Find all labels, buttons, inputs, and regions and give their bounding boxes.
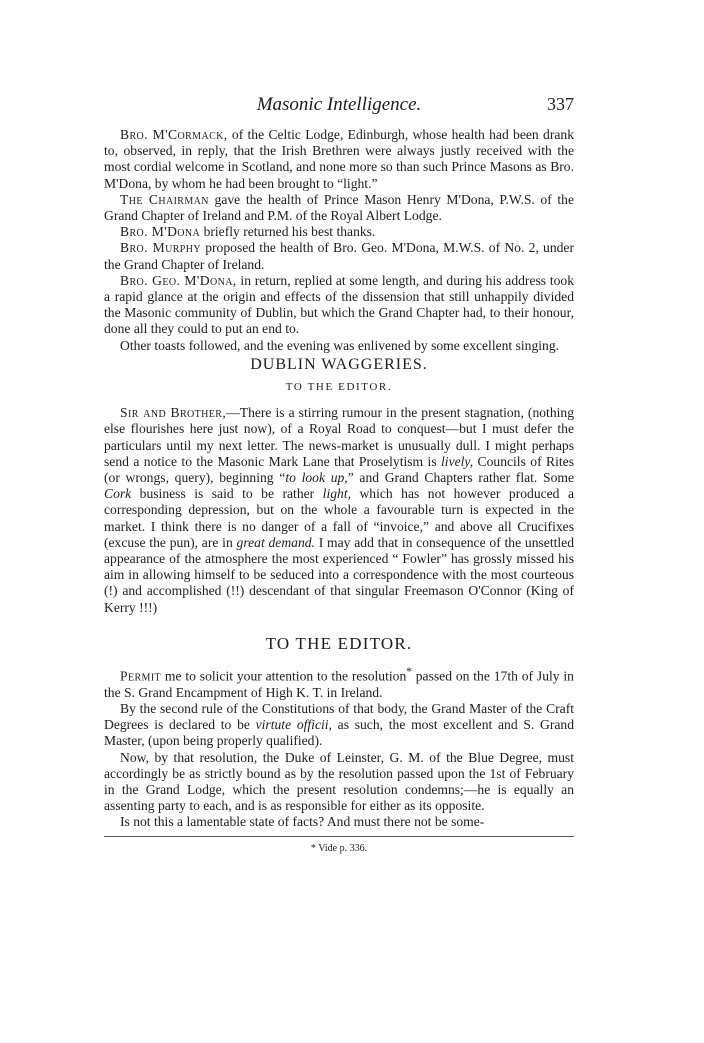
paragraph-text: passed on the 17th of July in the S. Grand Encampment of High K. T. in Ireland. <box>104 668 574 700</box>
footnote: * Vide p. 336. <box>310 842 368 854</box>
speaker-name: Bro. Geo. M'Dona, <box>120 272 237 288</box>
text-run: By the second rule of the Constitutions of that body, the Grand Master of the Craft Degrees is declared to be <box>104 701 574 733</box>
paragraph <box>104 273 574 338</box>
letter-paragraph <box>104 405 574 616</box>
text-run: —There is a stirring rumour in the present stagnation, (nothing else flourishes here just now), of a Royal Road to conquest—but I must defer the particulars until my next letter. The news-market is unusually dull. I might perhaps send a notice to the Masonic Mark Lane that Proselytism is <box>104 405 574 469</box>
speaker-name: Bro. M'Cormack, <box>120 127 228 142</box>
italic-phrase: Cork <box>104 486 132 502</box>
italic-phrase: to look up, <box>285 470 348 486</box>
page-body <box>104 127 574 857</box>
italic-phrase: light, <box>322 486 351 502</box>
text-run: business is said to be rather <box>131 486 323 502</box>
paragraph <box>104 127 574 192</box>
paragraph-text: Other toasts followed, and the evening was enlivened by some excellent singing. <box>120 337 560 353</box>
italic-phrase: lively, <box>441 453 474 469</box>
paragraph-text: gave the health of Prince Mason Henry M'Dona, P.W.S. of the Grand Chapter of Ireland and P.M. of the Royal Albert Lodge. <box>104 191 574 224</box>
paragraph-text: briefly returned his best thanks. <box>200 224 376 240</box>
italic-phrase: great demand. <box>236 534 315 550</box>
page-header <box>104 94 574 118</box>
text-run: ” and Grand Chapters rather flat. Some <box>347 470 574 486</box>
speaker-name: Bro. Murphy <box>120 240 201 256</box>
paragraph-text: of the Celtic Lodge, Edinburgh, whose health had been drank to, observed, in reply, that the Irish Brethren were always justly received with the most cordial welcome in Scotland, and none more so than such Prince Masons as Bro. M'Dona, by whom he had been brought to “light.” <box>104 127 574 191</box>
paragraph <box>104 224 574 240</box>
paragraph <box>104 338 574 354</box>
speaker-name: The Chairman <box>120 191 209 207</box>
italic-phrase: virtute officii, <box>255 717 332 733</box>
running-title: Masonic Intelligence. <box>256 94 422 115</box>
paragraph-text: me to solicit your attention to the resolution <box>161 668 407 684</box>
salutation: Sir and Brother, <box>120 405 227 421</box>
text-run: as such, the most excellent and S. Grand Master, (upon being properly qualified). <box>104 717 574 749</box>
paragraph <box>104 664 574 701</box>
page-number: 337 <box>547 94 574 114</box>
text-run: I may add that in consequence of the unsettled appearance of the atmosphere the most experienced “ Fowler” has grossly missed his aim in allowing himself to be seduced into a correspondence with the most courteous (!) and accomplished (!!) descendant of that singular Freemason O'Connor (King of Kerry !!!) <box>104 534 574 615</box>
paragraph: Is not this a lamentable state of facts? And must there not be some- <box>120 814 485 830</box>
speaker-name: Bro. M'Dona <box>120 224 201 240</box>
paragraph <box>104 240 574 272</box>
paragraph <box>104 701 574 750</box>
footnote-rule <box>104 836 574 837</box>
section-heading-dublin-waggeries: DUBLIN WAGGERIES. <box>250 355 428 373</box>
paragraph <box>104 192 574 224</box>
text-run: Councils of Rites (or wrongs, query), beginning “ <box>104 453 574 486</box>
text-run: which has not however produced a corresponding depression, but on the whole a favourable turn is expected in the market. I think there is no danger of a fall of “invoice,” and above all Crucifixes (excuse the pun), are in <box>104 486 574 550</box>
paragraph: Now, by that resolution, the Duke of Leinster, G. M. of the Blue Degree, must accordingly be as strictly bound as by the resolution passed upon the 1st of February in the Grand Lodge, which the present resolution condemns;—he is equally an assenting party to each, and is as responsible for either as its opposite. <box>104 749 574 814</box>
section-heading-to-the-editor: TO THE EDITOR. <box>265 633 413 653</box>
footnote-marker: * <box>406 666 412 679</box>
paragraph-text: in return, replied at some length, and during his address took a rapid glance at the origin and effects of the dissension that still unhappily divided the Masonic community of Dublin, but which the Grand Chapter had, to their honour, done all they could to put an end to. <box>104 272 575 337</box>
section-subheading: TO THE EDITOR. <box>285 381 393 394</box>
opening-word: Permit <box>120 668 162 684</box>
paragraph-text: proposed the health of Bro. Geo. M'Dona, M.W.S. of No. 2, under the Grand Chapter of Ireland. <box>104 240 574 272</box>
